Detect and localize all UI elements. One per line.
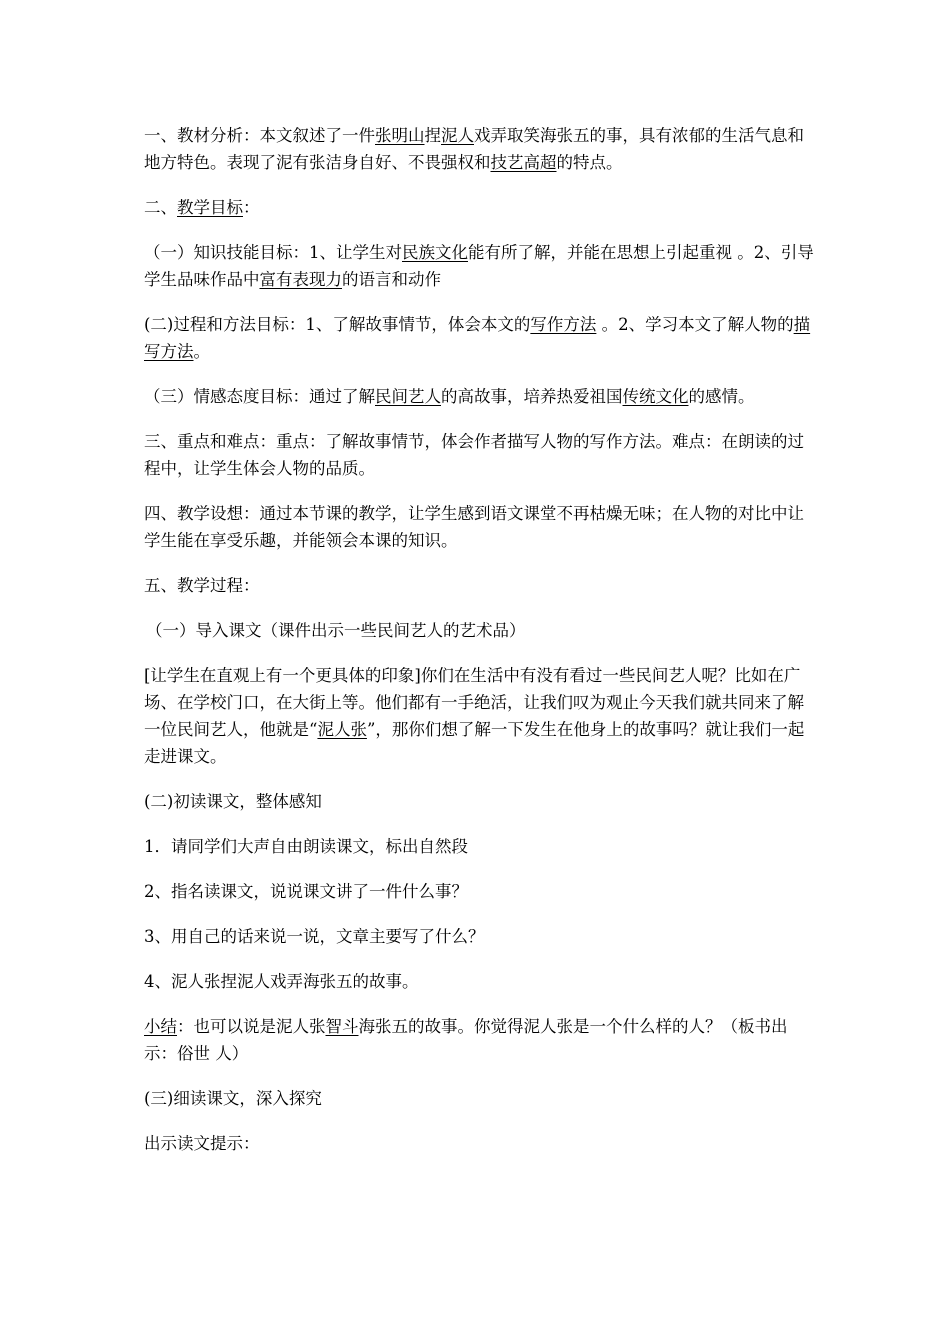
text-segment: 二、 <box>144 198 177 217</box>
text-segment: ”，那你们想了解一下发生在他身上的故事吗？就让我们一起走进课文。 <box>144 720 805 766</box>
underlined-term: 小结 <box>144 1017 177 1036</box>
paragraph-goal-process <box>144 311 820 365</box>
text-segment: 的特点。 <box>556 153 623 172</box>
paragraph-close-read-heading <box>144 1085 820 1112</box>
text-segment: （三）情感态度目标：通过了解 <box>144 387 375 406</box>
paragraph-goals-heading <box>144 194 820 221</box>
text-segment: ：也可以说是泥人张 <box>177 1017 326 1036</box>
text-segment: 4、泥人张捏泥人戏弄海张五的故事。 <box>144 972 419 991</box>
underlined-term: 泥人 <box>441 126 474 145</box>
document-page <box>144 122 820 1175</box>
paragraph-intro-text <box>144 662 820 770</box>
underlined-term: 写作方法 <box>530 315 597 334</box>
text-segment: （一）导入课文（课件出示一些民间艺人的艺术品） <box>146 621 526 640</box>
text-segment: ： <box>243 198 260 217</box>
underlined-term: 智斗 <box>325 1017 359 1036</box>
underlined-term: 民族文化 <box>402 243 468 262</box>
text-segment: 的语言和动作 <box>342 270 441 289</box>
text-segment: 捏 <box>424 126 441 145</box>
underlined-term: 民间艺人 <box>375 387 441 406</box>
paragraph-reading-tips <box>144 1130 820 1157</box>
underlined-term: 描写方法 <box>144 315 811 361</box>
text-segment: 三、重点和难点：重点：了解故事情节，体会作者描写人物的写作方法。难点：在朗读的过程中，让学生体会人物的品质。 <box>144 432 804 478</box>
text-segment: 3、用自己的话来说一说，文章主要写了什么？ <box>144 927 485 946</box>
underlined-term: 泥人张 <box>317 720 367 739</box>
paragraph-step-2 <box>144 878 820 905</box>
underlined-term: 富有表现力 <box>259 270 342 289</box>
text-segment: 出示读文提示： <box>144 1134 260 1153</box>
underlined-term: 张明山 <box>375 126 425 145</box>
text-segment: (三)细读课文，深入探究 <box>144 1089 322 1108</box>
text-segment: (二)初读课文，整体感知 <box>144 792 322 811</box>
text-segment: 戏弄取笑海张五的事，具有浓郁的生活气息和地方特色。表现了泥有张洁身自好、不畏强权和 <box>144 126 804 172</box>
underlined-term: 传统文化 <box>622 387 689 406</box>
text-segment: 。 <box>193 342 210 361</box>
text-segment: 海张五的故事。你觉得泥人张是一个什么样的人？（板书出示：俗世 人） <box>144 1017 788 1063</box>
paragraph-design <box>144 500 820 554</box>
paragraph-first-read-heading <box>144 788 820 815</box>
text-segment: 能有所了解，并能在思想上引起重视 。2、引导学生品味作品中 <box>144 243 814 289</box>
paragraph-key-points <box>144 428 820 482</box>
text-segment: [让学生在直观上有一个更具体的印象]你们在生活中有没有看过一些民间艺人呢？比如在广场、在学校门口，在大街上等。他们都有一手绝活，让我们叹为观止今天我们就共同来了解一位民间艺人，他就是“ <box>144 666 804 739</box>
text-segment: 的高故事，培养热爱祖国 <box>441 387 623 406</box>
underlined-term: 教学目标 <box>177 198 243 217</box>
text-segment: 一、教材分析：本文叙述了一件 <box>144 126 375 145</box>
paragraph-step-4 <box>144 968 820 995</box>
paragraph-goal-emotion <box>144 383 820 410</box>
paragraph-process-heading <box>144 572 820 599</box>
paragraph-step-1 <box>144 833 820 860</box>
paragraph-intro-heading <box>144 617 820 644</box>
text-segment: （一）知识技能目标：1、让学生对 <box>144 243 402 262</box>
paragraph-step-3 <box>144 923 820 950</box>
paragraph-goal-knowledge <box>144 239 820 293</box>
text-segment: 的感情。 <box>688 387 755 406</box>
text-segment: 四、教学设想：通过本节课的教学，让学生感到语文课堂不再枯燥无味；在人物的对比中让学生能在享受乐趣，并能领会本课的知识。 <box>144 504 804 550</box>
text-segment: 1．请同学们大声自由朗读课文，标出自然段 <box>144 837 468 856</box>
underlined-term: 技艺高超 <box>490 153 557 172</box>
paragraph-summary <box>144 1013 820 1067</box>
paragraph-analysis <box>144 122 820 176</box>
text-segment: 。2、学习本文了解人物的 <box>596 315 794 334</box>
text-segment: 五、教学过程： <box>144 576 260 595</box>
text-segment: 2、指名读课文，说说课文讲了一件什么事？ <box>144 882 468 901</box>
text-segment: (二)过程和方法目标：1、了解故事情节，体会本文的 <box>144 315 531 334</box>
